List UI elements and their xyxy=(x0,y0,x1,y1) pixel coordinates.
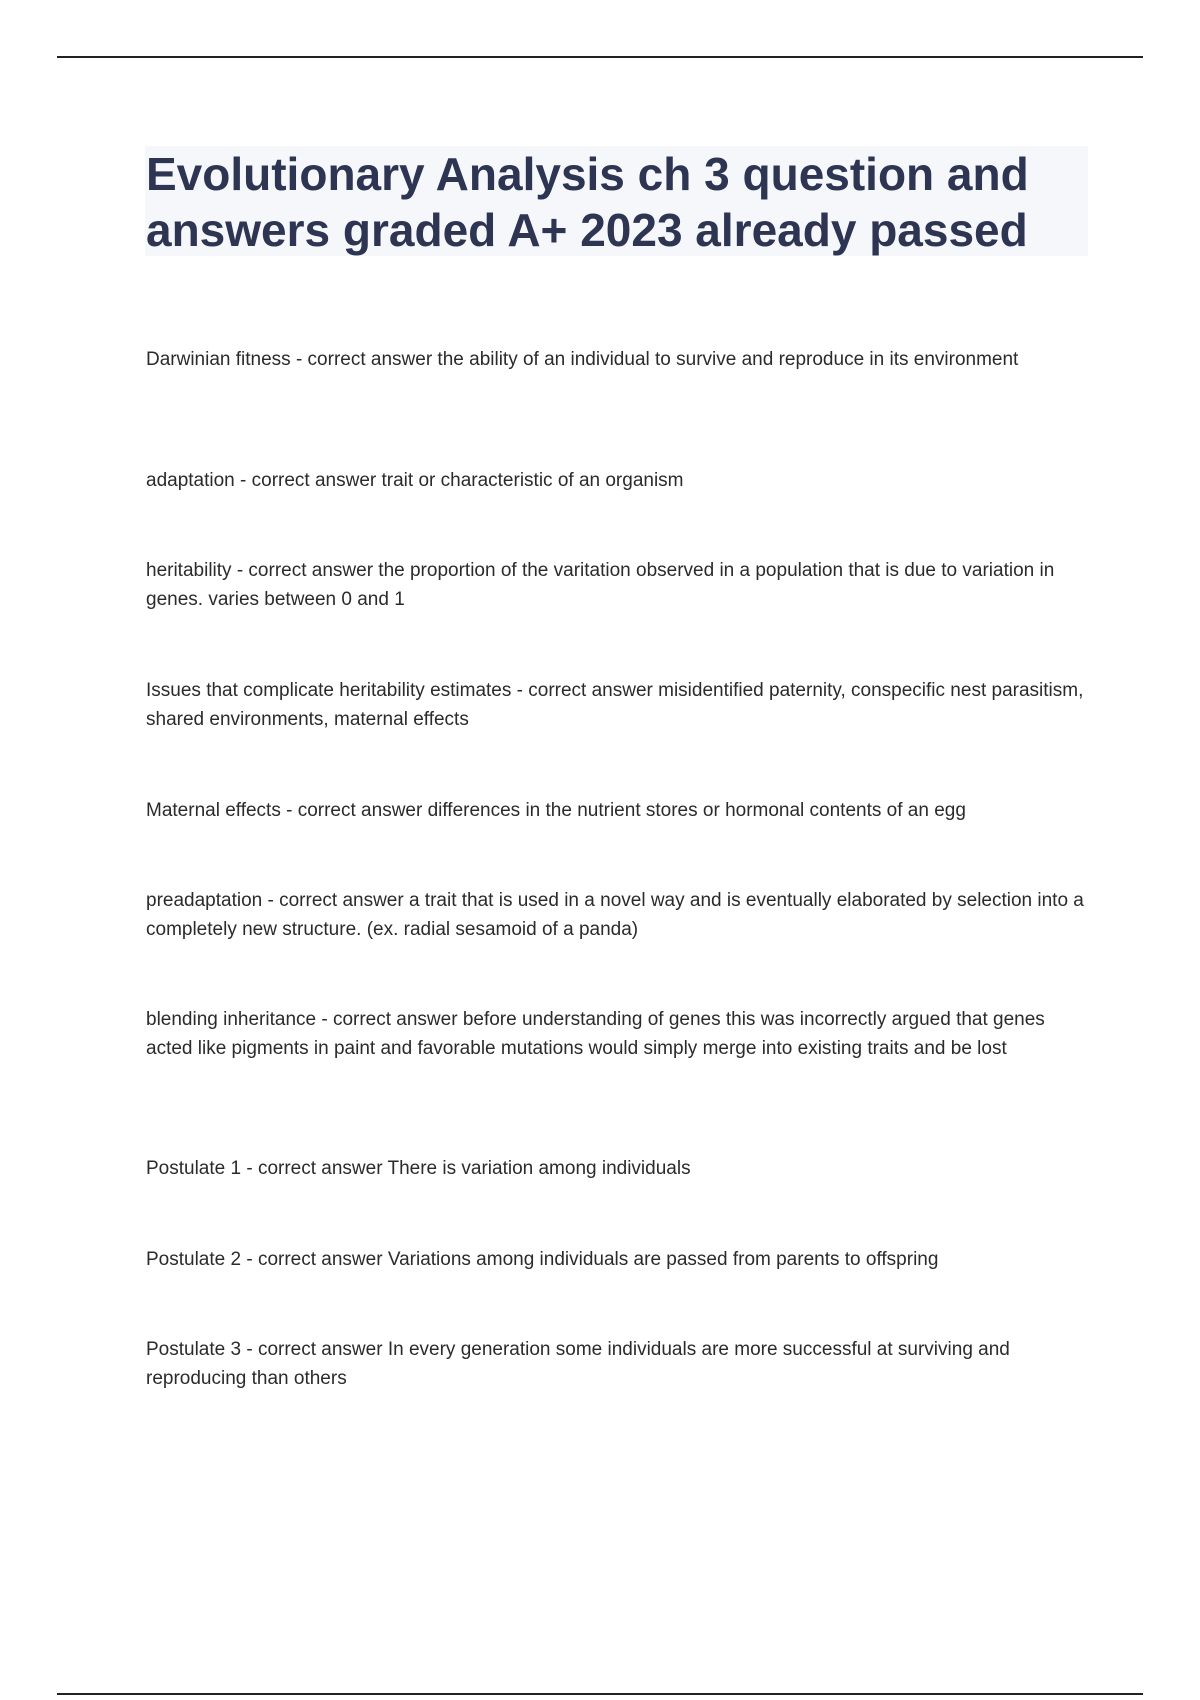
qa-item-heritability: heritability - correct answer the proportion of the varitation observed in a population that is due to variation in genes. varies between 0 and 1 xyxy=(146,560,1055,610)
qa-item-maternal-effects: Maternal effects - correct answer differences in the nutrient stores or hormonal contents of an egg xyxy=(146,800,966,821)
qa-item-postulate-1: Postulate 1 - correct answer There is variation among individuals xyxy=(146,1158,691,1179)
qa-item-heritability-issues: Issues that complicate heritability estimates - correct answer misidentified paternity, conspecific nest parasitism, shared environments, maternal effects xyxy=(146,680,1084,730)
qa-item-preadaptation: preadaptation - correct answer a trait that is used in a novel way and is eventually elaborated by selection into a completely new structure. (ex. radial sesamoid of a panda) xyxy=(146,890,1084,940)
qa-item-postulate-2: Postulate 2 - correct answer Variations among individuals are passed from parents to offspring xyxy=(146,1249,939,1270)
bottom-rule xyxy=(57,1693,1143,1695)
document-title: Evolutionary Analysis ch 3 question and answers graded A+ 2023 already passed xyxy=(146,148,1029,256)
qa-item-adaptation: adaptation - correct answer trait or characteristic of an organism xyxy=(146,470,684,491)
qa-item-darwinian-fitness: Darwinian fitness - correct answer the ability of an individual to survive and reproduce in its environment xyxy=(146,349,1019,370)
qa-item-blending-inheritance: blending inheritance - correct answer before understanding of genes this was incorrectly argued that genes acted like pigments in paint and favorable mutations would simply merge into existing traits and be lost xyxy=(146,1009,1045,1059)
qa-item-postulate-3: Postulate 3 - correct answer In every generation some individuals are more successful at surviving and reproducing than others xyxy=(146,1339,1010,1389)
top-rule xyxy=(57,56,1143,58)
